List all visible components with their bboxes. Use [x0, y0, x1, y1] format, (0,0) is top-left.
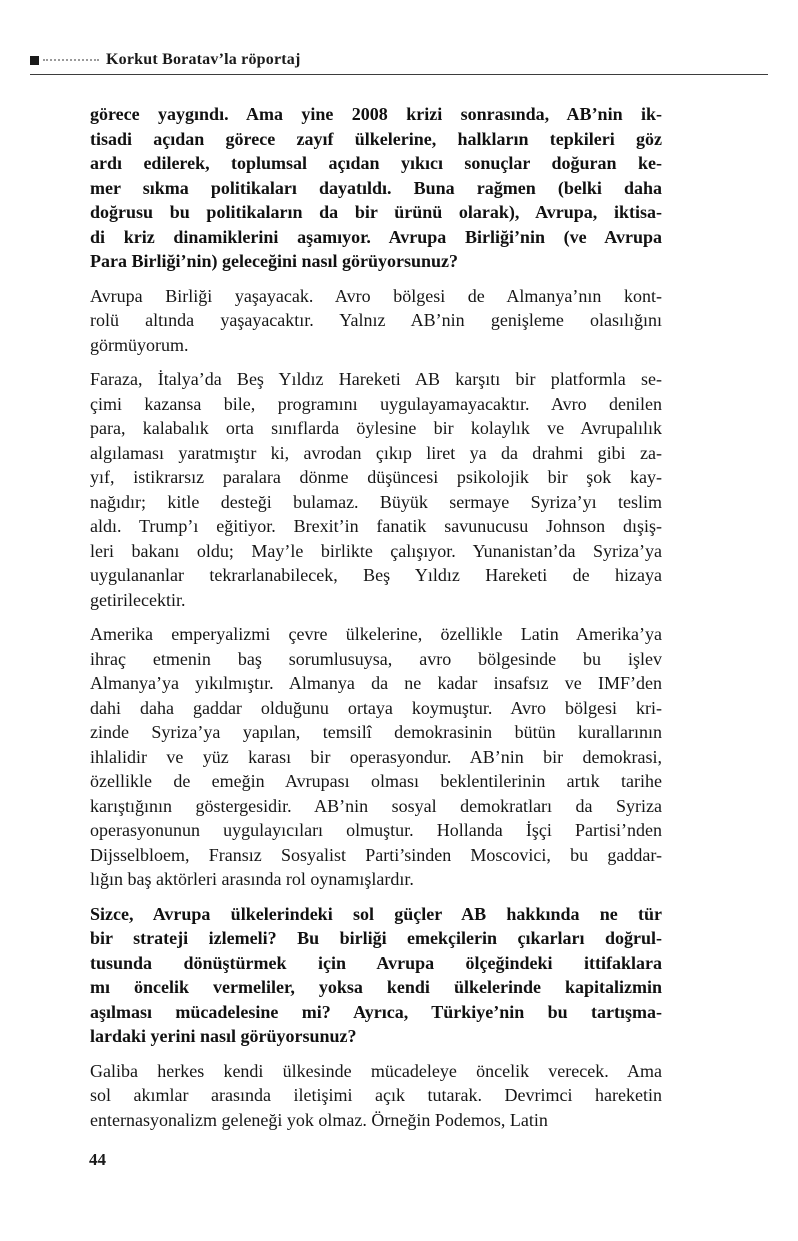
text-line: Galiba herkes kendi ülkesinde mücadeleye öncelik verecek. Ama [90, 1060, 662, 1081]
text-line: enternasyonalizm geleneği yok olmaz. Örneğin Podemos, Latin [90, 1109, 548, 1130]
text-line: lardaki yerini nasıl görüyorsunuz? [90, 1026, 357, 1046]
text-line: görmüyorum. [90, 334, 189, 355]
text-line: yıf, istikrarsız paralara dönme düşüncesi psikolojik bir şok kay- [90, 467, 662, 487]
page-number: 44 [89, 1150, 106, 1169]
interview-answer-paragraph [90, 367, 662, 612]
text-line: Almanya’ya yıkılmıştır. Almanya da ne kadar insafsız ve IMF’den [90, 673, 662, 693]
text-line: Faraza, İtalya’da Beş Yıldız Hareketi AB karşıtı bir platformla se- [90, 369, 662, 389]
interview-answer-paragraph [90, 622, 662, 892]
text-line: uygulananlar tekrarlanabilecek, Beş Yıldız Hareketi de hizaya [90, 565, 662, 585]
text-line: özellikle de emeğin Avrupası olması beklentilerinin artık tarihe [90, 771, 662, 791]
text-line: aldı. Trump’ı eğitiyor. Brexit’in fanatik savunucusu Johnson dışiş- [90, 516, 662, 536]
text-line: doğrusu bu politikaların da bir ürünü olarak), Avrupa, iktisa- [90, 202, 662, 222]
text-line: tisadi açıdan görece zayıf ülkelerine, halkların tepkileri göz [90, 128, 662, 149]
text-line: mer sıkma politikaları dayatıldı. Buna rağmen (belki daha [90, 177, 662, 198]
text-line: operasyonunun uygulayıcıları olmuştur. Hollanda İşçi Partisi’nden [90, 820, 662, 840]
body-text [90, 102, 662, 1142]
header-rule [30, 74, 768, 75]
text-line: dahi daha gaddar olduğunu ortaya koymuştur. Avro bölgesi kri- [90, 697, 662, 718]
text-line: ihlalidir ve yüz karası bir operasyondur. AB’nin bir demokrasi, [90, 746, 662, 767]
interview-answer-paragraph [90, 284, 662, 358]
text-line: sol akımlar arasında iletişimi açık tutarak. Devrimci hareketin [90, 1085, 662, 1105]
text-line: mı öncelik vermeliler, yoksa kendi ülkelerinde kapitalizmin [90, 977, 662, 997]
text-line: Dijsselbloem, Fransız Sosyalist Parti’sinden Moscovici, bu gaddar- [90, 844, 662, 865]
text-line: Avrupa Birliği yaşayacak. Avro bölgesi de Almanya’nın kont- [90, 285, 662, 306]
text-line: leri bakanı oldu; May’le birlikte çalışıyor. Yunanistan’da Syriza’ya [90, 540, 662, 561]
text-line: ihraç etmenin baş sorumlusuysa, avro bölgesinde bu işlev [90, 648, 662, 669]
text-line: zinde Syriza’ya yapılan, temsilî demokrasinin bütün kurallarının [90, 722, 662, 742]
text-line: getirilecektir. [90, 589, 186, 610]
text-line: Sizce, Avrupa ülkelerindeki sol güçler AB hakkında ne tür [90, 903, 662, 924]
header-square-marker-icon [30, 56, 39, 65]
text-line: tusunda dönüştürmek için Avrupa ölçeğindeki ittifaklara [90, 952, 662, 973]
text-line: Para Birliği’nin) geleceğini nasıl görüyorsunuz? [90, 251, 458, 271]
header-dotted-leader [43, 59, 99, 61]
text-line: görece yaygındı. Ama yine 2008 krizi sonrasında, AB’nin ik- [90, 104, 662, 124]
text-line: bir strateji izlemeli? Bu birliği emekçilerin çıkarları doğrul- [90, 928, 662, 948]
interview-question-paragraph [90, 902, 662, 1049]
interview-answer-paragraph [90, 1059, 662, 1133]
text-line: rolü altında yaşayacaktır. Yalnız AB’nin genişleme olasılığını [90, 310, 662, 330]
text-line: ardı edilerek, toplumsal açıdan yıkıcı sonuçlar doğuran ke- [90, 153, 662, 173]
running-head-title: Korkut Boratav’la röportaj [106, 51, 301, 68]
text-line: çimi kazansa bile, programını uygulayamayacaktır. Avro denilen [90, 393, 662, 414]
text-line: di kriz dinamiklerini aşamıyor. Avrupa Birliği’nin (ve Avrupa [90, 226, 662, 247]
interview-question-paragraph [90, 102, 662, 274]
text-line: lığın baş aktörleri arasında rol oynamışlardır. [90, 869, 414, 889]
text-line: algılaması yaratmıştır ki, avrodan çıkıp liret ya da drahmi gibi za- [90, 442, 662, 463]
text-line: nağıdır; kitle desteği bulamaz. Büyük sermaye Syriza’yı teslim [90, 491, 662, 512]
running-header [30, 51, 768, 69]
text-line: Amerika emperyalizmi çevre ülkelerine, özellikle Latin Amerika’ya [90, 624, 662, 644]
text-line: karıştığının göstergesidir. AB’nin sosyal demokratları da Syriza [90, 795, 662, 816]
text-line: para, kalabalık orta sınıflarda öylesine bir kolaylık ve Avrupalılık [90, 418, 662, 438]
text-line: aşılması mücadelesine mi? Ayrıca, Türkiye’nin bu tartışma- [90, 1001, 662, 1022]
